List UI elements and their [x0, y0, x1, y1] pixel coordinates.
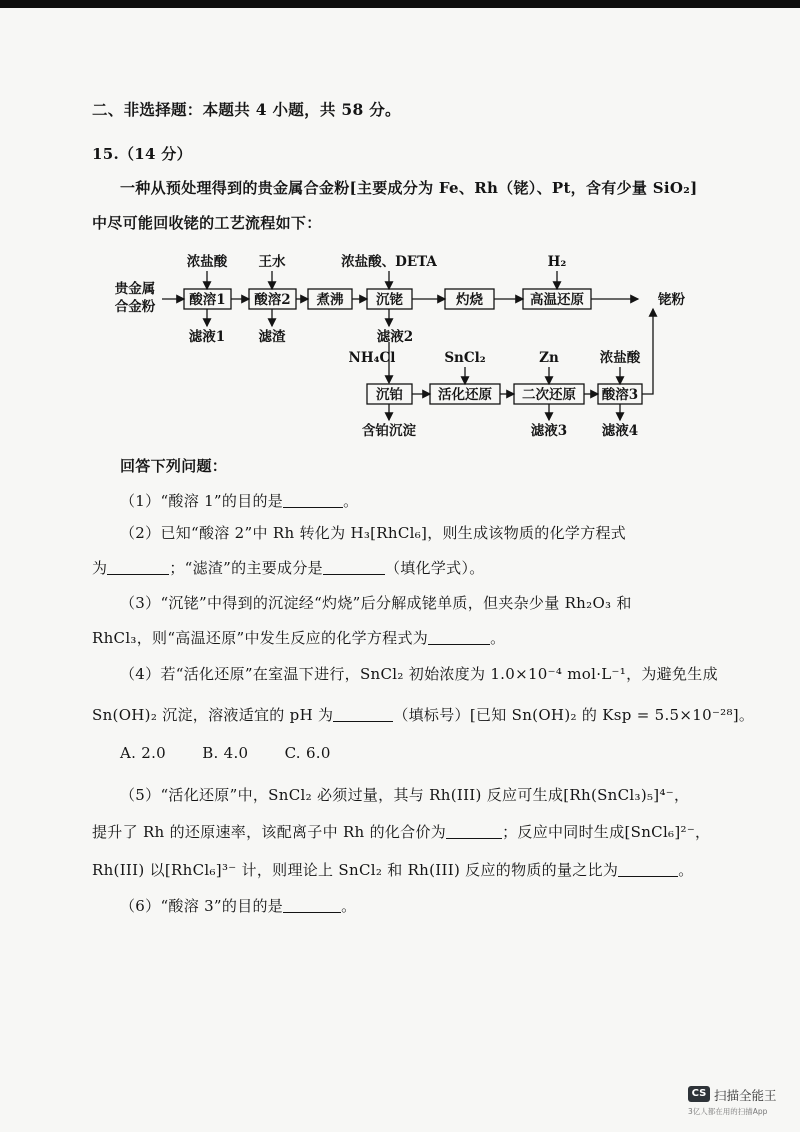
reagent-aqua-regia: 王水: [258, 254, 286, 270]
svg-text:二次还原: 二次还原: [522, 387, 576, 403]
output-filtrate-2: 滤液2: [376, 329, 414, 345]
answer-blank-2a[interactable]: [107, 559, 169, 575]
svg-text:酸溶2: 酸溶2: [254, 292, 291, 308]
sub-question-2-line1: （2）已知“酸溶 2”中 Rh 转化为 H₃[RhCl₆]，则生成该物质的化学方程式: [120, 524, 627, 542]
sub-question-5-line2: 提升了 Rh 的还原速率，该配离子中 Rh 的化合价为 ；反应中同时生成[SnCl₆]²⁻，: [92, 823, 711, 841]
sub-question-4-options: [120, 744, 331, 762]
sub-question-2-line2: 为 ；“滤渣”的主要成分是 （填化学式）。: [92, 559, 485, 577]
output-filtrate-3: 滤液3: [530, 423, 568, 439]
step-box-high-temp-reduction: [523, 289, 591, 309]
svg-text:高温还原: 高温还原: [530, 292, 584, 308]
reagent-conc-hcl: 浓盐酸: [186, 254, 228, 270]
output-filtrate-1: 滤液1: [188, 329, 226, 345]
step-box-activation-reduction: [430, 384, 500, 404]
sub-question-3-line1: （3）“沉铑”中得到的沉淀经“灼烧”后分解成铑单质，但夹杂少量 Rh₂O₃ 和: [120, 594, 632, 612]
option-a[interactable]: A. 2.0: [120, 744, 167, 762]
output-pt-precipitate: 含铂沉淀: [362, 423, 416, 439]
step-box-calcine: [445, 289, 494, 309]
svg-text:沉铑: 沉铑: [376, 292, 403, 308]
answer-blank-2b[interactable]: [323, 559, 385, 575]
scanner-logo-icon: CS: [688, 1086, 710, 1102]
svg-text:活化还原: 活化还原: [438, 387, 492, 403]
svg-text:煮沸: 煮沸: [316, 292, 344, 308]
sub-question-5-line3: Rh(III) 以[RhCl₆]³⁻ 计，则理论上 SnCl₂ 和 Rh(III) 反应的物质的量之比为 。: [92, 861, 694, 879]
question-intro-line1: 一种从预处理得到的贵金属合金粉[主要成分为 Fe、Rh（铑）、Pt，含有少量 SiO₂]: [120, 179, 698, 197]
step-box-precipitate-pt: [367, 384, 412, 404]
reagent-zn: Zn: [539, 350, 559, 366]
section-title: 二、非选择题：本题共 4 小题，共 58 分。: [92, 100, 401, 119]
question-intro-line2: 中尽可能回收铑的工艺流程如下：: [92, 214, 322, 232]
svg-text:沉铂: 沉铂: [376, 387, 403, 403]
sub-question-6-text: （6）“酸溶 3”的目的是: [120, 897, 284, 915]
reagent-nh4cl: NH₄Cl: [348, 350, 396, 366]
sub-question-4-line2: Sn(OH)₂ 沉淀，溶液适宜的 pH 为 （填标号）[已知 Sn(OH)₂ 的 Ksp = 5.5×10⁻²⁸]。: [92, 706, 755, 724]
step-box-precipitate-rh: [367, 289, 412, 309]
reagent-h2: H₂: [547, 254, 567, 270]
reagent-hcl-deta: 浓盐酸、DETA: [341, 254, 437, 270]
step-box-acid-dissolve-2: [249, 289, 296, 309]
svg-text:酸溶3: 酸溶3: [601, 387, 639, 403]
reagent-sncl2: SnCl₂: [444, 350, 486, 366]
sub-question-6: （6）“酸溶 3”的目的是 。: [120, 897, 357, 915]
sub-question-4-line1: （4）若“活化还原”在室温下进行，SnCl₂ 初始浓度为 1.0×10⁻⁴ mol·L⁻¹，为避免生成: [120, 665, 718, 683]
scanner-tagline: 3亿人都在用的扫描App: [688, 1107, 768, 1116]
scanner-app-name: 扫描全能王: [714, 1088, 777, 1103]
answer-blank-1[interactable]: [283, 492, 343, 508]
svg-text:酸溶1: 酸溶1: [189, 292, 226, 308]
sub-question-1-text: （1）“酸溶 1”的目的是: [120, 492, 284, 510]
option-c[interactable]: C. 6.0: [284, 744, 331, 762]
sub-question-1: （1）“酸溶 1”的目的是 。: [120, 492, 359, 510]
svg-text:灼烧: 灼烧: [456, 292, 483, 308]
answer-blank-5b[interactable]: [618, 861, 678, 877]
step-box-acid-dissolve-1: [184, 289, 231, 309]
answer-blank-5a[interactable]: [446, 823, 502, 839]
answer-blank-4[interactable]: [333, 706, 393, 722]
step-box-secondary-reduction: [514, 384, 584, 404]
answer-blank-3[interactable]: [428, 629, 490, 645]
sub-question-3-line2: RhCl₃，则“高温还原”中发生反应的化学方程式为 。: [92, 629, 506, 647]
output-filter-residue: 滤渣: [258, 329, 286, 345]
step-box-boil: [308, 289, 352, 309]
step-box-acid-dissolve-3: [598, 384, 642, 404]
answer-blank-6[interactable]: [283, 897, 341, 913]
process-flowchart: [0, 0, 800, 460]
reagent-conc-hcl-2: 浓盐酸: [599, 350, 641, 366]
product-rh-powder: 铑粉: [658, 292, 685, 308]
input-label-line2: 合金粉: [114, 299, 156, 315]
sub-question-5-line1: （5）“活化还原”中，SnCl₂ 必须过量，其与 Rh(III) 反应可生成[Rh(SnCl₃)₅]⁴⁻，: [120, 786, 690, 804]
output-filtrate-4: 滤液4: [601, 423, 639, 439]
option-b[interactable]: B. 4.0: [202, 744, 249, 762]
question-number: 15.（14 分）: [92, 145, 192, 163]
input-label-line1: 贵金属: [114, 281, 156, 297]
answer-prompt: 回答下列问题：: [120, 457, 228, 475]
